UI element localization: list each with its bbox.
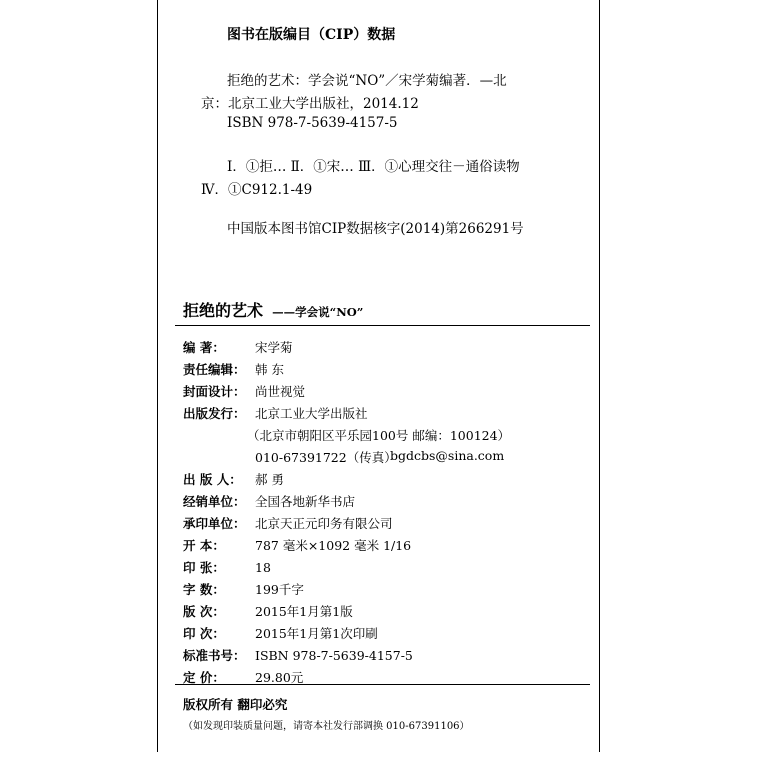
publisher-phone: 010-67391722（传真） (255, 450, 397, 465)
info-row-printer (183, 514, 393, 532)
cover-value: 尚世视觉 (255, 384, 306, 399)
editor-value: 韩 东 (255, 362, 284, 377)
issuer-value: 郝 勇 (255, 472, 284, 487)
cover-label: 封面设计： (183, 384, 246, 399)
edition-value: 2015年1月第1版 (255, 604, 353, 619)
info-row-sheets (183, 558, 271, 576)
cip-classes-2: Ⅳ．①C912.1-49 (201, 182, 313, 198)
book-subtitle: ——学会说“NO” (272, 305, 364, 319)
publisher-value: 北京工业大学出版社 (255, 406, 368, 421)
sheets-value: 18 (255, 560, 271, 575)
book-title: 拒绝的艺术 (183, 301, 264, 320)
info-row-issuer (183, 470, 284, 488)
words-value: 199千字 (255, 582, 304, 597)
issuer-label: 出 版 人： (183, 472, 242, 487)
info-row-words (183, 580, 304, 598)
publisher-address: （北京市朝阳区平乐园100号 邮编：100124） (247, 428, 511, 443)
printer-label: 承印单位： (183, 516, 246, 531)
author-label: 编 著： (183, 340, 225, 355)
edition-label: 版 次： (183, 604, 225, 619)
printer-value: 北京天正元印务有限公司 (255, 516, 393, 531)
book-title-line (183, 298, 363, 321)
info-row-printing (183, 624, 378, 642)
cip-record-number: 中国版本图书馆CIP数据核字(2014)第266291号 (227, 221, 524, 237)
format-label: 开 本： (183, 538, 225, 553)
cip-line-1: 拒绝的艺术：学会说“NO”／宋学菊编著．—北 (227, 73, 507, 89)
dealer-value: 全国各地新华书店 (255, 494, 356, 509)
words-label: 字 数： (183, 582, 225, 597)
divider-top (175, 325, 590, 326)
sheets-label: 印 张： (183, 560, 225, 575)
printing-value: 2015年1月第1次印刷 (255, 626, 378, 641)
price-value: 29.80元 (255, 670, 304, 685)
cip-classes-1: Ⅰ．①拒… Ⅱ．①宋… Ⅲ．①心理交往－通俗读物 (227, 159, 520, 175)
quality-note: （如发现印装质量问题，请寄本社发行部调换 010-67391106） (183, 721, 470, 732)
printing-label: 印 次： (183, 626, 225, 641)
format-value: 787 毫米×1092 毫米 1/16 (255, 538, 412, 553)
divider-bottom (175, 684, 590, 685)
author-value: 宋学菊 (255, 340, 293, 355)
price-label: 定 价： (183, 670, 225, 685)
isbn-label: 标准书号： (183, 648, 246, 663)
editor-label: 责任编辑： (183, 362, 246, 377)
publisher-email: bgdcbs@sina.com (390, 448, 505, 463)
info-row-edition (183, 602, 353, 620)
isbn-value: ISBN 978-7-5639-4157-5 (255, 648, 413, 663)
rights-notice: 版权所有 翻印必究 (183, 697, 288, 712)
info-row-author (183, 338, 293, 356)
cip-line-2: 京：北京工业大学出版社，2014.12 (201, 96, 419, 112)
cip-isbn: ISBN 978-7-5639-4157-5 (227, 115, 398, 131)
publisher-label: 出版发行： (183, 406, 246, 421)
info-row-publisher (183, 404, 368, 422)
info-row-format (183, 536, 411, 554)
cip-heading: 图书在版编目（CIP）数据 (227, 27, 396, 43)
info-row-cover (183, 382, 305, 400)
dealer-label: 经销单位： (183, 494, 246, 509)
info-row-editor (183, 360, 284, 378)
info-row-dealer (183, 492, 355, 510)
info-row-isbn (183, 646, 413, 664)
